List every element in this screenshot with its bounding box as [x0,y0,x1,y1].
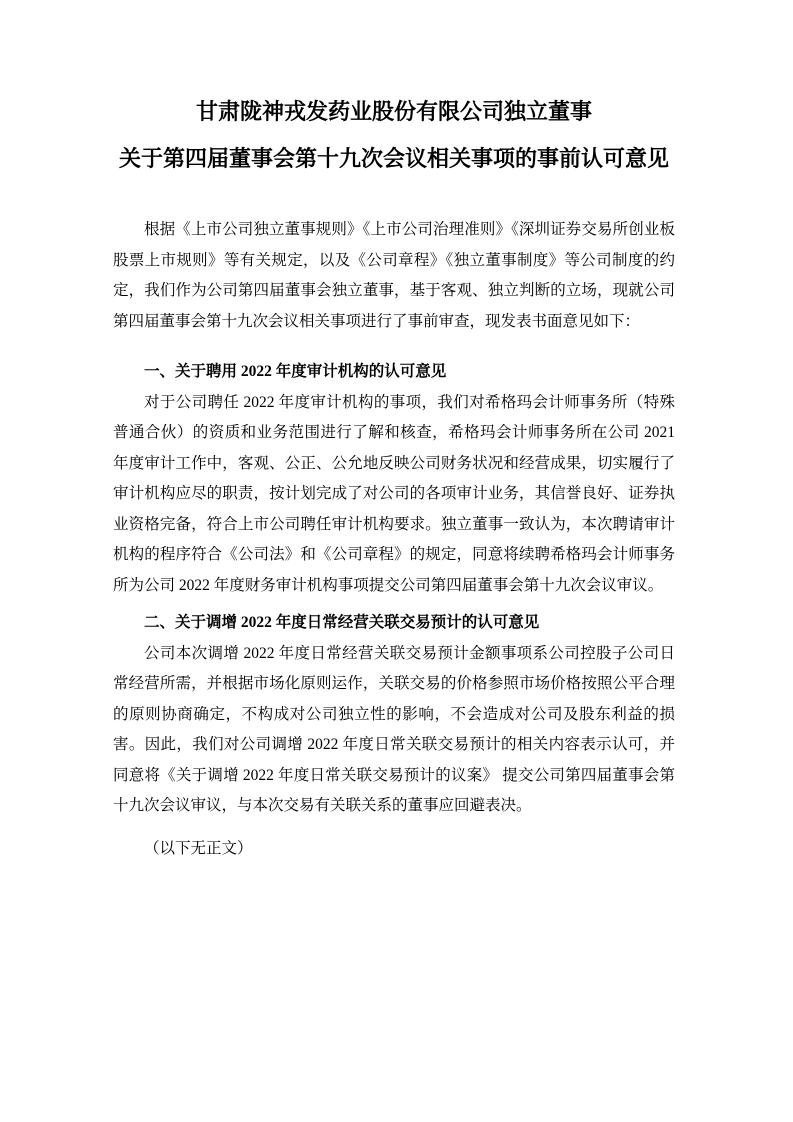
title-line-2: 关于第四届董事会第十九次会议相关事项的事前认可意见 [118,146,669,171]
section2-heading: 二、关于调增 2022 年度日常经营关联交易预计的认可意见 [144,614,540,631]
document-title [113,88,675,182]
section2-body: 公司本次调增 2022 年度日常经营关联交易预计金额事项系公司控股子公司日常经营所需，并根据市场化原则运作，关联交易的价格参照市场价格按照公平合理的原则协商确定，不构成对公司独立性的影响，不会造成对公司及股东利益的损害。因此，我们对公司调增 2022 年度日常关联交易预计的相关内容表示认可，并同意将《关于调增 2022 年度日常关联交易预计的议案》 提交公司第四届董事会第十九次会议审议，与本次交易有关联关系的董事应回避表决。 [113,644,675,814]
title-line-1: 甘肃陇神戎发药业股份有限公司独立董事 [195,99,592,124]
closing-note: （以下无正文） [144,839,253,857]
section1-heading: 一、关于聘用 2022 年度审计机构的认可意见 [144,363,447,380]
section1-body: 对于公司聘任 2022 年度审计机构的事项，我们对希格玛会计师事务所（特殊普通合伙）的资质和业务范围进行了解和核查，希格玛会计师事务所在公司 2021 年度审计工作中，客观、公正、公允地反映公司财务状况和经营成果，切实履行了审计机构应尽的职责，按计划完成了对公司的各项审计业务，其信誉良好、证券执业资格完备，符合上市公司聘任审计机构要求。独立董事一致认为，本次聘请审计机构的程序符合《公司法》和《公司章程》的规定，同意将续聘希格玛会计师事务所为公司 2022 年度财务审计机构事项提交公司第四届董事会第十九次会议审议。 [113,393,675,594]
intro-paragraph: 根据《上市公司独立董事规则》《上市公司治理准则》《深圳证券交易所创业板股票上市规则》等有关规定，以及《公司章程》《独立董事制度》等公司制度的约定，我们作为公司第四届董事会独立董事，基于客观、独立判断的立场，现就公司第四届董事会第十九次会议相关事项进行了事前审查，现发表书面意见如下： [113,221,675,330]
